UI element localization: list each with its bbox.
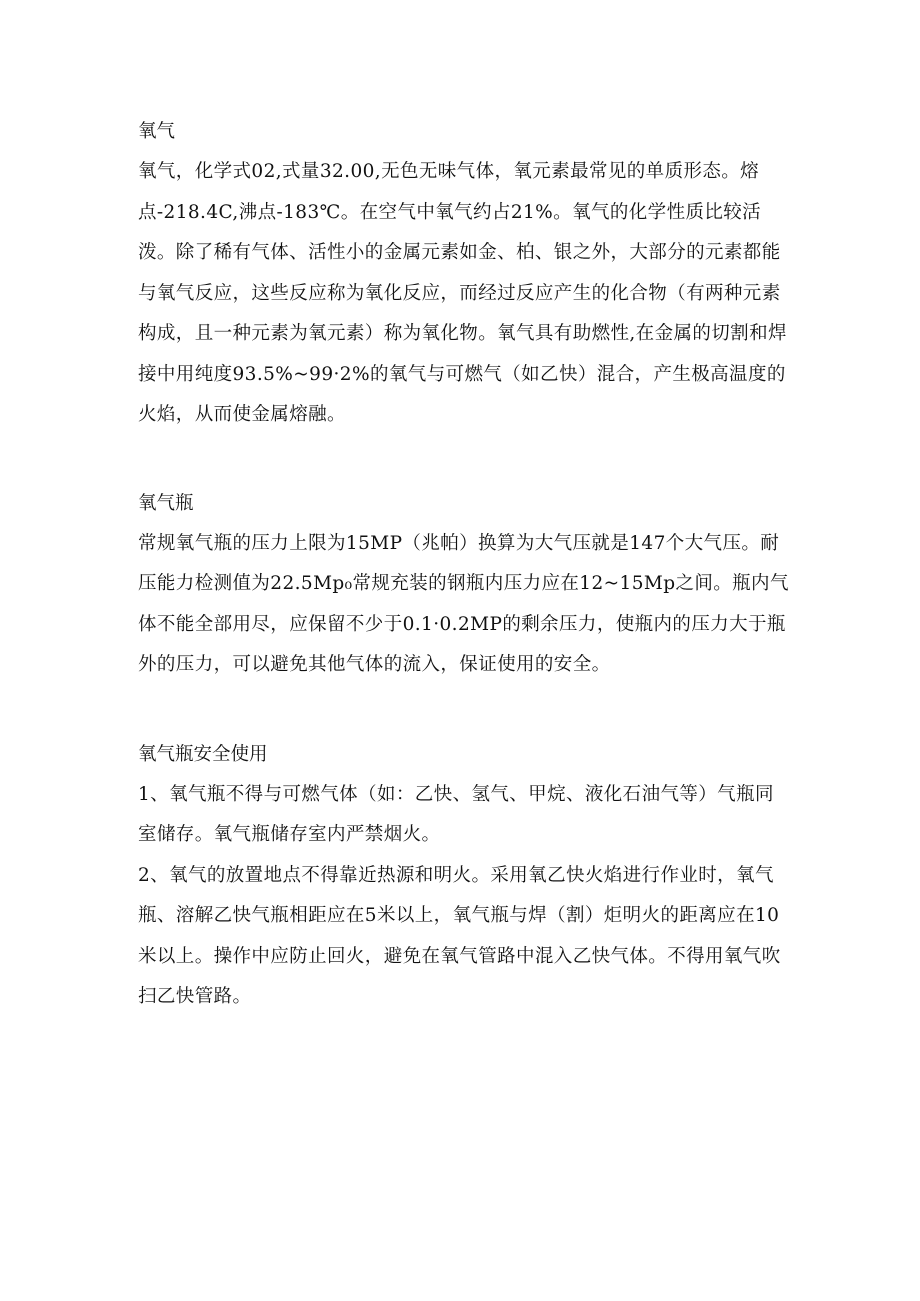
section-paragraph-oxygen: 氧气，化学式02,式量32.00,无色无味气体，氧元素最常见的单质形态。熔点-218.4C,沸点-183℃。在空气中氧气约占21%。氧气的化学性质比较活泼。除了稀有气体、活性小的金属元素如金、柏、银之外，大部分的元素都能与氧气反应，这些反应称为氧化反应，而经过反应产生的化合物（有两种元素构成，且一种元素为氧元素）称为氧化物。氧气具有助燃性,在金属的切割和焊接中用纯度93.5%~99·2%的氧气与可燃气（如乙快）混合，产生极高温度的火焰，从而使金属熔融。 [138,161,787,425]
section-heading-oxygen-cylinder: 氧气瓶 [138,492,194,514]
section-spacer [138,686,798,735]
section-heading-oxygen: 氧气 [138,121,176,142]
list-item: 2、氧气的放置地点不得靠近热源和明火。采用氧乙快火焰进行作业时，氧气瓶、溶解乙快气瓶相距应在5米以上，氧气瓶与焊（割）炬明火的距离应在10米以上。操作中应防止回火，避免在氧气管路中混入乙快气体。不得用氧气吹扫乙快管路。 [138,864,781,1007]
document-body [138,112,798,1018]
section-spacer [138,436,798,484]
section-heading-safe-use: 氧气瓶安全使用 [138,743,268,765]
section-paragraph-oxygen-cylinder: 常规氧气瓶的压力上限为15MP（兆帕）换算为大气压就是147个大气压。耐压能力检测值为22.5Mp₀常规充装的钢瓶内压力应在12~15Mp之间。瓶内气体不能全部用尽，应保留不少于0.1·0.2MP的剩余压力，使瓶内的压力大于瓶外的压力，可以避免其他气体的流入，保证使用的安全。 [138,532,789,675]
list-item: 1、氧气瓶不得与可燃气体（如：乙快、氢气、甲烷、液化石油气等）气瓶同室储存。氧气瓶储存室内严禁烟火。 [138,783,774,845]
